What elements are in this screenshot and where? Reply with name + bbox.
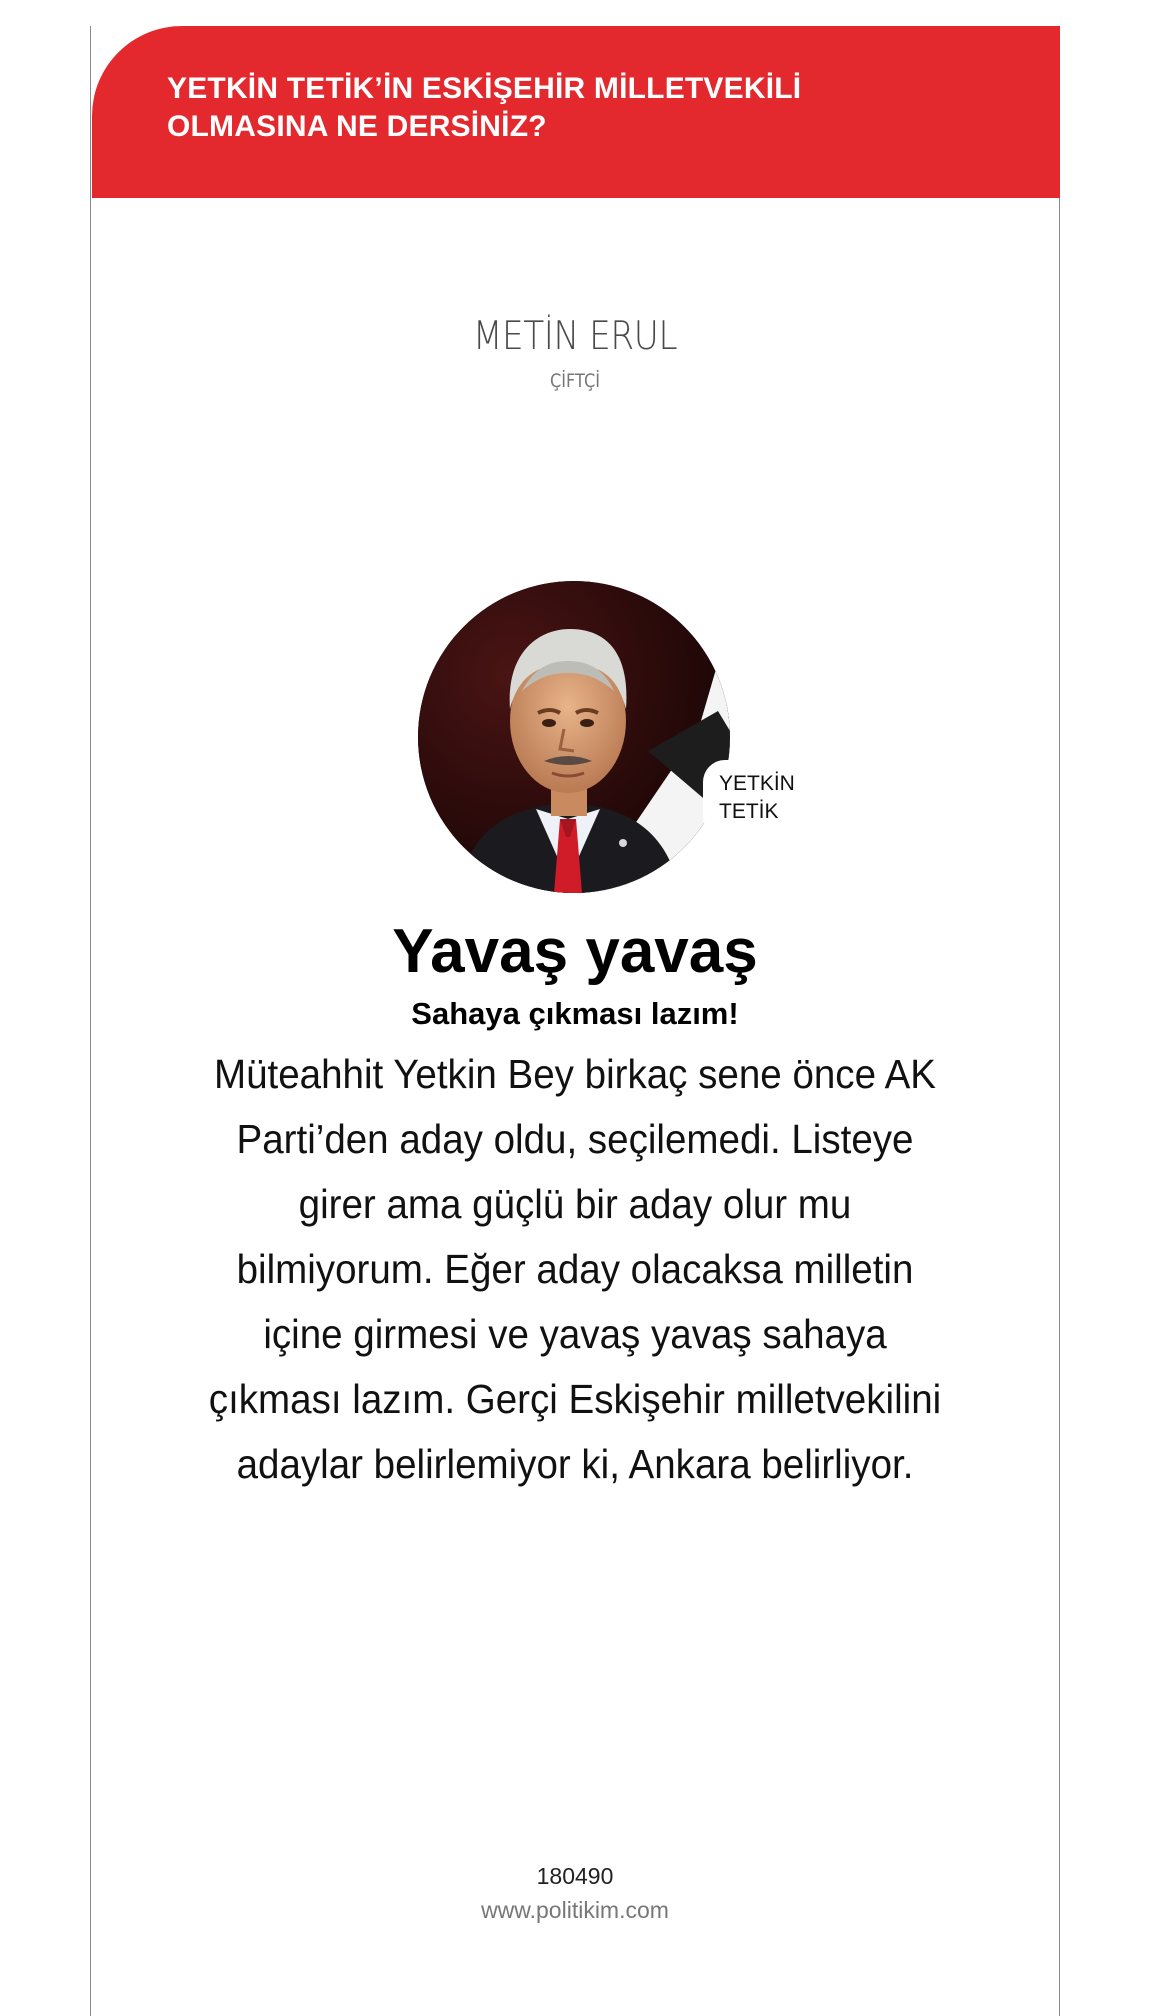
footer-url: www.politikim.com <box>481 1897 669 1923</box>
subject-name-tag <box>703 760 823 838</box>
subject-name-line-1: YETKİN <box>719 772 795 795</box>
subject-name-line-2: TETİK <box>719 800 779 823</box>
article-subheadline: Sahaya çıkması lazım! <box>411 996 739 1031</box>
respondent-role: ÇİFTÇİ <box>549 370 600 392</box>
article-headline: Yavaş yavaş <box>392 917 758 986</box>
banner-title-line-2: OLMASINA NE DERSİNİZ? <box>167 110 547 143</box>
person-photo-icon <box>418 581 730 893</box>
respondent-name: METİN ERUL <box>472 314 678 359</box>
banner-title-line-1: YETKİN TETİK’İN ESKİŞEHİR MİLLETVEKİLİ <box>167 72 802 105</box>
footer-id: 180490 <box>536 1863 614 1889</box>
subject-photo <box>418 581 730 893</box>
question-banner <box>92 26 1060 198</box>
banner-title <box>167 70 987 146</box>
article-body: Müteahhit Yetkin Bey birkaç sene önce AK Parti’den aday oldu, seçilemedi. Listeye girer ama güçlü bir aday olur mu bilmiyorum. Eğer aday olacaksa milletin içine girmesi ve yavaş yavaş sahaya çıkması lazım. Gerçi Eskişehir milletvekilini adaylar belirlemiyor ki, Ankara belirliyor. <box>208 1051 942 1487</box>
